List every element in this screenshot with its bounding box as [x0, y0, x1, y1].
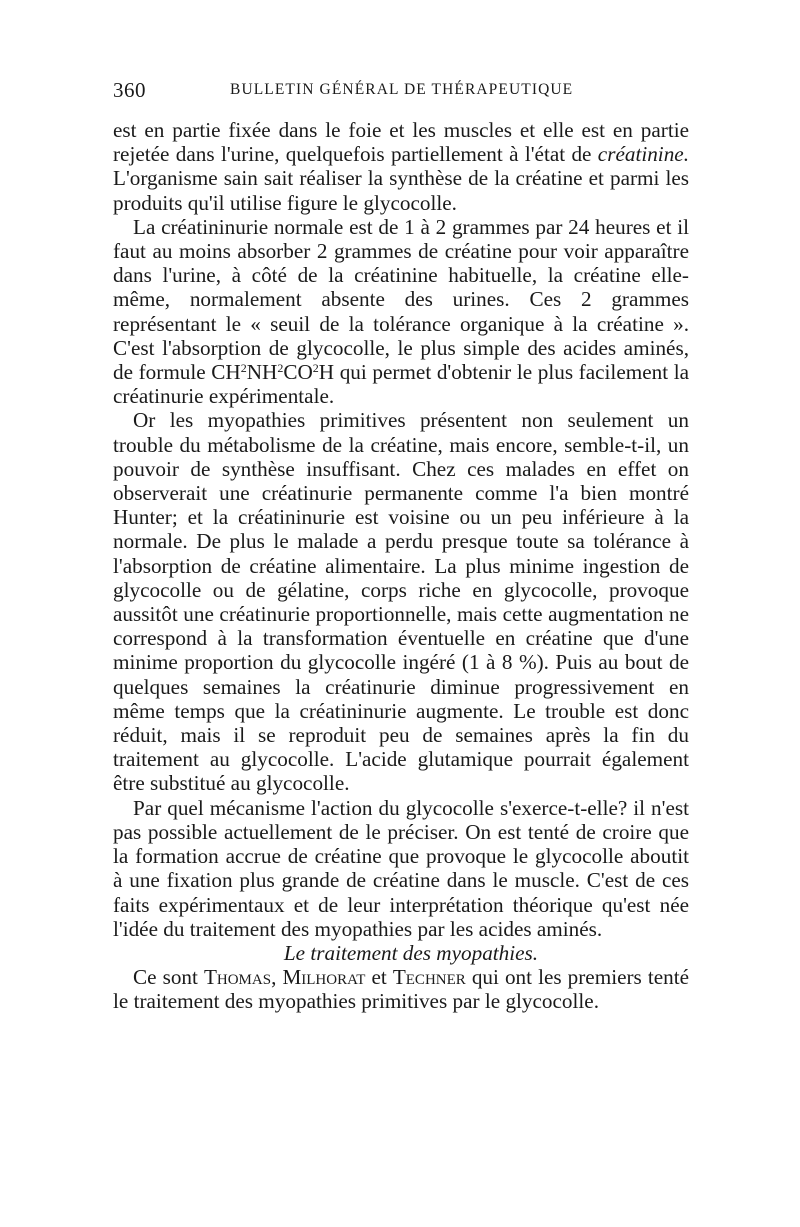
formula-subscript: 2 — [277, 361, 284, 376]
paragraph-2 — [113, 215, 689, 409]
text-run: qui ont les premiers tenté le traitement des myopathies primitives par le glycocolle. — [113, 965, 690, 1014]
text-run: La créatininurie normale est de 1 à 2 grammes par 24 heures et il faut au moins absorber 2 grammes de créatine pour voir apparaître dans l'urine, à côté de la créatinine habituelle, la créatine elle-même, normalement absente des urines. Ces 2 grammes représentant le « seuil de la tolérance organique à la créatine ». C'est l'absorption de glycocolle, le plus simple des acides aminés, de formule CH — [113, 214, 689, 385]
page-number: 360 — [113, 78, 146, 102]
text-run: L'organisme sain sait réaliser la synthèse de la créatine et parmi les produits qu'il utilise figure le glycocolle. — [113, 166, 689, 215]
paragraph-5 — [113, 965, 689, 1013]
text-run: H qui permet d'obtenir le plus facilement la créatinurie expérimentale. — [113, 360, 689, 409]
paragraph-1 — [113, 118, 689, 215]
page-header — [113, 78, 688, 104]
text-run: CO — [283, 360, 313, 385]
italic-term: créatinine. — [597, 142, 689, 167]
text-run: est en partie fixée dans le foie et les muscles et elle est en partie rejetée dans l'urine, quelquefois partiellement à l'état de — [113, 118, 689, 167]
author-name: Milhorat — [282, 965, 366, 990]
text-run: et — [365, 965, 393, 990]
formula-subscript: 2 — [240, 361, 247, 376]
section-title: Le traitement des myopathies. — [283, 940, 539, 965]
running-head: BULLETIN GÉNÉRAL DE THÉRAPEUTIQUE — [230, 81, 574, 98]
paragraph-4: Par quel mécanisme l'action du glycocolle s'exerce-t-elle? il n'est pas possible actuellement de le préciser. On est tenté de croire que la formation accrue de créatine que provoque le glycocolle aboutit à une fixation plus grande de créatine dans le muscle. C'est de ces faits expérimentaux et de leur interprétation théorique qu'est née l'idée du traitement des myopathies par les acides aminés. — [113, 795, 689, 941]
formula-subscript: 2 — [312, 361, 319, 376]
author-name: Thomas — [203, 965, 272, 990]
text-run: , — [271, 965, 283, 990]
body-text — [113, 118, 689, 1014]
text-run: NH — [246, 360, 278, 385]
paragraph-3: Or les myopathies primitives présentent non seulement un trouble du métabolisme de la créatine, mais encore, semble-t-il, un pouvoir de synthèse insuffisant. Chez ces malades en effet on observerait une créatinurie permanente comme l'a bien montré Hunter; et la créatininurie est voisine ou un peu inférieure à la normale. De plus le malade a perdu presque toute sa tolérance à l'absorption de créatine alimentaire. La plus minime ingestion de glycocolle ou de gélatine, corps riche en glycocolle, provoque aussitôt une créatinurie proportionnelle, mais cette augmentation ne correspond à la transformation éventuelle en créatine que d'une minime proportion du glycocolle ingéré (1 à 8 %). Puis au bout de quelques semaines la créatinurie diminue progressivement en même temps que la créatininurie augmente. Le trouble est donc réduit, mais il se reproduit peu de semaines après la fin du traitement au glycocolle. L'acide glutamique pourrait également être substitué au glycocolle. — [113, 408, 689, 796]
text-run: Ce sont — [133, 965, 204, 990]
author-name: Techner — [392, 965, 466, 990]
